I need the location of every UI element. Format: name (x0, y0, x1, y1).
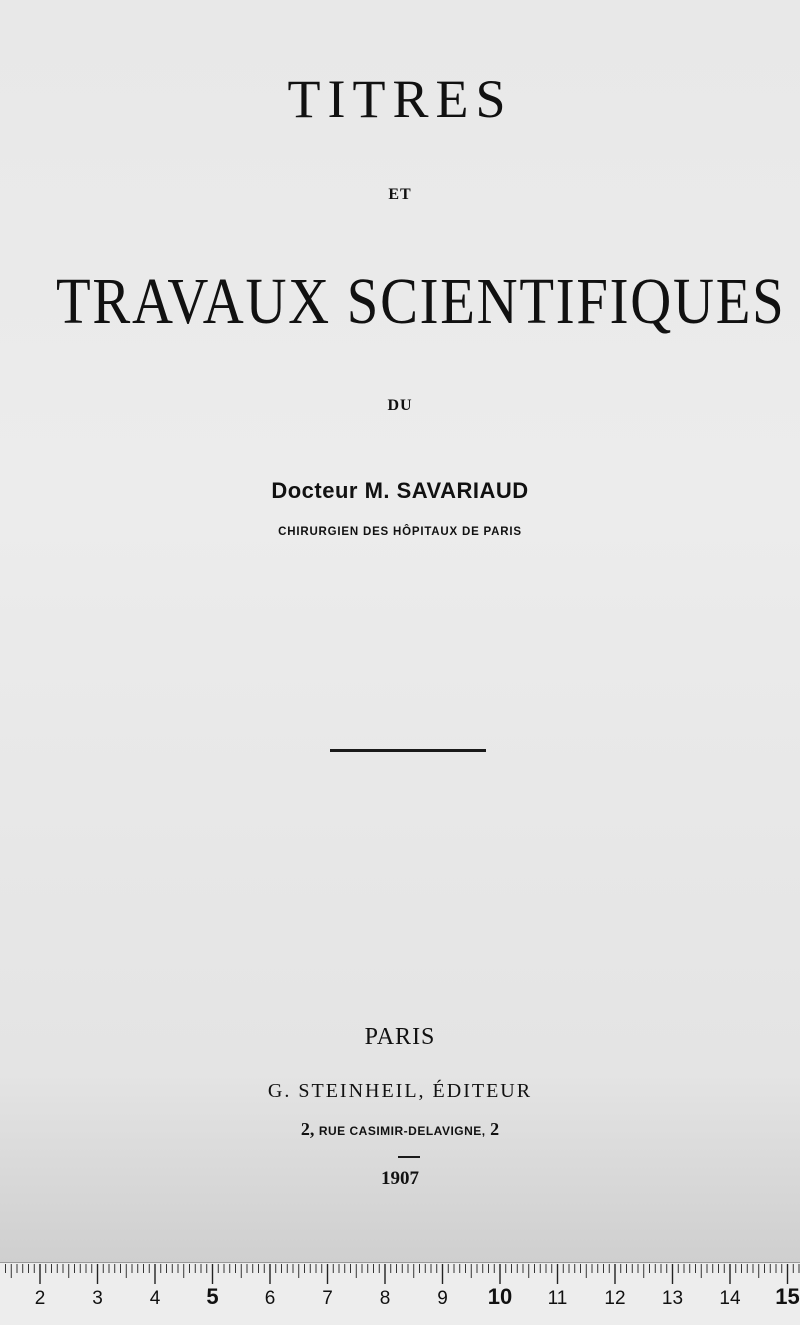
ruler-scale (0, 1263, 800, 1325)
author-preposition: DU (387, 397, 413, 414)
show-through-band (0, 228, 800, 246)
ruler-label: 6 (264, 1288, 276, 1309)
address-number-start: 2, (300, 1119, 315, 1139)
ruler-label: 4 (149, 1288, 161, 1309)
ruler-label: 8 (379, 1288, 391, 1309)
title-line-1: TITRES (287, 69, 513, 129)
horizontal-rule (330, 749, 486, 752)
publication-year: 1907 (381, 1168, 419, 1189)
ruler-label: 12 (604, 1288, 626, 1309)
measurement-ruler (0, 1262, 800, 1325)
publisher-name: G. STEINHEIL, ÉDITEUR (267, 1080, 533, 1102)
ruler-label: 11 (547, 1288, 568, 1309)
author-role: CHIRURGIEN DES HÔPITAUX DE PARIS (278, 526, 522, 538)
ruler-label: 2 (34, 1288, 46, 1309)
ruler-label: 7 (322, 1288, 333, 1309)
title-line-2: TRAVAUX SCIENTIFIQUES (56, 265, 786, 338)
address-number-end: 2 (490, 1119, 500, 1139)
ruler-label: 10 (487, 1284, 513, 1309)
address-street: RUE CASIMIR-DELAVIGNE, (318, 1124, 486, 1138)
publication-city: PARIS (364, 1024, 436, 1050)
ruler-label: 9 (437, 1288, 448, 1309)
ruler-label: 13 (661, 1288, 684, 1309)
ruler-label: 5 (206, 1284, 219, 1309)
title-connector: ET (388, 186, 412, 203)
publisher-address (0, 1119, 800, 1140)
ruler-label: 3 (92, 1288, 103, 1309)
ruler-label: 14 (719, 1288, 741, 1309)
author-name: Docteur M. SAVARIAUD (271, 478, 529, 503)
ruler-label: 15 (775, 1284, 800, 1309)
short-rule (398, 1156, 420, 1158)
